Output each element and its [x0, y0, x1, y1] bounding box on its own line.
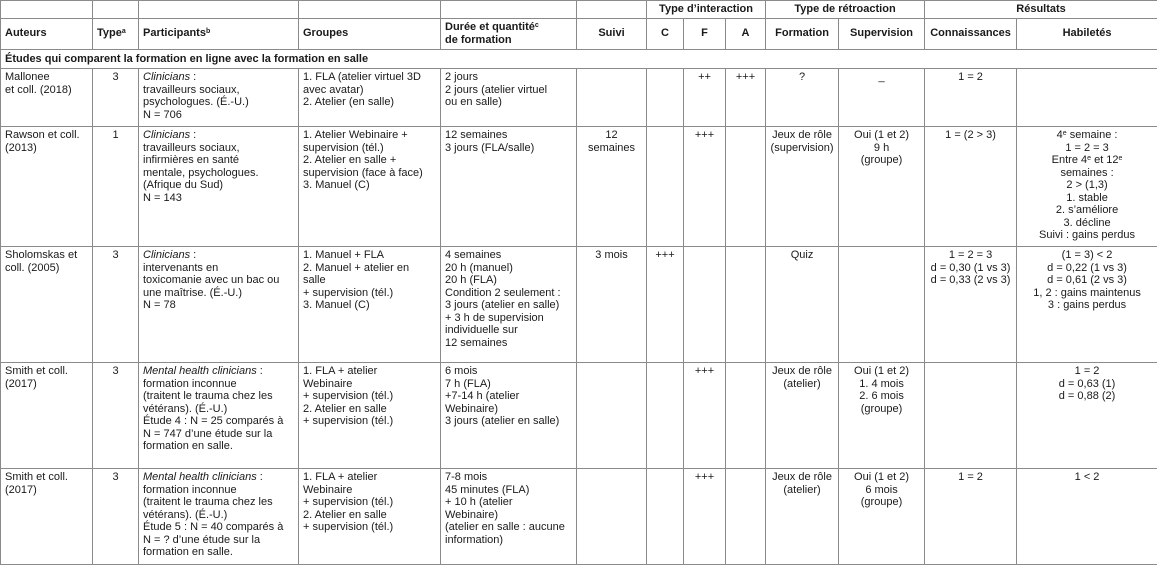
cell-duree-line: 20 h (manuel) [445, 261, 513, 274]
cell-connaissances-line: 1 = (2 > 3) [945, 129, 996, 141]
cell-connaissances [925, 127, 1017, 247]
cell-habiletes-line: Entre 4e et 12e [1051, 154, 1123, 166]
cell-participants-line: Étude 4 : N = 25 comparés à [143, 415, 284, 427]
cell-duree-line: 2 jours [445, 71, 479, 83]
cell-participants-line: toxicomanie avec un bac ou [143, 274, 280, 286]
header-auteurs: Auteurs [1, 18, 93, 49]
cell-suivi [577, 247, 647, 363]
cell-duree-line: 7 h (FLA) [445, 377, 491, 390]
cell-participants-line: Étude 5 : N = 40 comparés à [143, 521, 284, 533]
header-c: C [647, 18, 684, 49]
cell-c [647, 469, 684, 565]
cell-supervision [839, 247, 925, 363]
cell-suivi [577, 69, 647, 127]
cell-habiletes-line: semaines : [1060, 166, 1114, 179]
cell-suivi-line: 12 [605, 129, 618, 141]
cell-participants [139, 69, 299, 127]
cell-duree-line: (atelier en salle : aucune [445, 521, 565, 533]
cell-suivi [577, 127, 647, 247]
cell-habiletes-line: 3. décline [1063, 216, 1111, 229]
cell-participants-line: formation en salle. [143, 440, 233, 452]
cell-groupes [299, 363, 441, 469]
cell-duree-line: + 10 h (atelier [445, 496, 513, 508]
cell-habiletes-line: d = 0,61 (2 vs 3) [1047, 274, 1127, 286]
cell-supervision [839, 363, 925, 469]
cell-f [684, 247, 726, 363]
cell-groupes [299, 469, 441, 565]
cell-groupes [299, 127, 441, 247]
cell-supervision-line: (groupe) [860, 402, 903, 415]
cell-supervision-line: (groupe) [860, 154, 903, 166]
cell-habiletes [1017, 127, 1157, 247]
cell-auteurs-line: (2017) [5, 377, 37, 390]
participants-role: Mental health clinicians : [143, 365, 263, 377]
cell-connaissances [925, 469, 1017, 565]
section-title: Études qui comparent la formation en ligne avec la formation en salle [1, 49, 1157, 69]
cell-participants [139, 469, 299, 565]
cell-participants-line: infirmières en santé [143, 154, 239, 166]
cell-habiletes-line: 1. stable [1066, 191, 1108, 204]
table-row [1, 247, 1157, 363]
section-title-row [1, 49, 1157, 69]
cell-duree-line: 12 semaines [445, 336, 508, 349]
cell-participants [139, 247, 299, 363]
header-connaissances: Connaissances [925, 18, 1017, 49]
header-empty [139, 1, 299, 19]
cell-type: 3 [93, 69, 139, 127]
cell-duree-line: 12 semaines [445, 129, 508, 141]
cell-formation-line: ? [798, 71, 806, 83]
cell-habiletes-line: 1, 2 : gains maintenus [1033, 286, 1141, 299]
cell-groupes-line: Webinaire [303, 483, 353, 496]
cell-duree-line: information) [445, 533, 504, 546]
participants-role: Clinicians : [143, 249, 197, 261]
cell-supervision-line: 6 mois [865, 483, 898, 496]
cell-formation [766, 69, 839, 127]
participants-role: Clinicians : [143, 129, 197, 141]
cell-groupes-line: Webinaire [303, 377, 353, 390]
cell-duree-line: 20 h (FLA) [445, 274, 497, 286]
header-empty [441, 1, 577, 19]
cell-participants-line: formation en salle. [143, 546, 233, 558]
table-row [1, 127, 1157, 247]
cell-duree [441, 469, 577, 565]
cell-groupes-line: 1. FLA + atelier [303, 471, 378, 483]
cell-participants-line: formation inconnue [143, 483, 237, 496]
cell-participants-line: une maîtrise. (É.-U.) [143, 286, 243, 299]
cell-habiletes-line: d = 0,63 (1) [1058, 377, 1116, 390]
cell-a [726, 363, 766, 469]
cell-type: 3 [93, 469, 139, 565]
cell-auteurs-line: Rawson et coll. [5, 129, 80, 141]
cell-auteurs [1, 127, 93, 247]
cell-auteurs-line: Smith et coll. [5, 365, 68, 377]
cell-c: +++ [647, 247, 684, 363]
cell-habiletes-line: 1 < 2 [1074, 471, 1100, 483]
cell-a [726, 127, 766, 247]
cell-groupes-line: + supervision (tél.) [303, 390, 394, 402]
cell-groupes-line: supervision (tél.) [303, 141, 384, 154]
cell-formation [766, 127, 839, 247]
cell-c [647, 363, 684, 469]
cell-formation-line: Jeux de rôle [772, 365, 832, 377]
header-interaction-group: Type d’interaction [647, 1, 766, 19]
cell-duree-line: 45 minutes (FLA) [445, 483, 530, 496]
cell-habiletes [1017, 469, 1157, 565]
cell-duree-line: 7-8 mois [445, 471, 488, 483]
cell-participants-line: N = ? d’une étude sur la [143, 533, 261, 546]
cell-participants-line: psychologues. (É.-U.) [143, 96, 249, 108]
cell-supervision-line: 2. 6 mois [859, 390, 904, 402]
header-type: Type$^a$ [93, 18, 139, 49]
cell-groupes-line: 2. Atelier en salle [303, 508, 387, 521]
table-row [1, 363, 1157, 469]
cell-auteurs [1, 69, 93, 127]
cell-participants-line: travailleurs sociaux, [143, 83, 240, 96]
header-duree: Durée et quantité$^c$ de formation [441, 18, 577, 49]
cell-duree-line: 6 mois [445, 365, 478, 377]
cell-connaissances-line: 1 = 2 [958, 71, 983, 83]
cell-participants-line: vétérans). (É.-U.) [143, 402, 228, 415]
cell-supervision-line: (groupe) [860, 496, 903, 508]
table-row [1, 69, 1157, 127]
header-groupes: Groupes [299, 18, 441, 49]
cell-duree-line: 3 jours (FLA/salle) [445, 141, 535, 154]
cell-habiletes-line: 3 : gains perdus [1047, 299, 1127, 311]
cell-connaissances [925, 363, 1017, 469]
cell-f: +++ [684, 363, 726, 469]
cell-duree-line: +7-14 h (atelier [445, 390, 520, 402]
cell-groupes-line: salle [303, 274, 326, 286]
cell-auteurs-line: coll. (2005) [5, 261, 60, 274]
cell-type: 1 [93, 127, 139, 247]
cell-auteurs-line: Mallonee [5, 71, 50, 83]
header-participants: Participants$^b$ [139, 18, 299, 49]
cell-type: 3 [93, 247, 139, 363]
cell-duree-line: Webinaire) [445, 508, 498, 521]
header-results-group: Résultats [925, 1, 1157, 19]
cell-connaissances-line: 1 = 2 = 3 [948, 249, 993, 261]
participants-role: Clinicians : [143, 71, 197, 83]
cell-habiletes-line: 1 = 2 = 3 [1065, 141, 1109, 154]
cell-duree [441, 363, 577, 469]
cell-connaissances-line: 1 = 2 [958, 471, 983, 483]
header-supervision: Supervision [839, 18, 925, 49]
cell-auteurs-line: Sholomskas et [5, 249, 78, 261]
cell-supervision-line: 1. 4 mois [859, 377, 904, 390]
cell-supervision-line: Oui (1 et 2) [854, 129, 910, 141]
cell-formation-line: (supervision) [770, 141, 834, 154]
header-suivi: Suivi [577, 18, 647, 49]
cell-duree [441, 69, 577, 127]
cell-participants-line: intervenants en [143, 261, 219, 274]
cell-duree-line: 4 semaines [445, 249, 502, 261]
cell-participants-line: travailleurs sociaux, [143, 141, 240, 154]
participants-role: Mental health clinicians : [143, 471, 263, 483]
cell-groupes-line: 2. Atelier (en salle) [303, 96, 395, 108]
cell-supervision-line: _ [878, 71, 885, 83]
table-row [1, 469, 1157, 565]
cell-formation [766, 363, 839, 469]
cell-duree-line: Condition 2 seulement : [445, 286, 561, 299]
cell-suivi-line: 3 mois [595, 249, 628, 261]
cell-connaissances-line: d = 0,30 (1 vs 3) [930, 261, 1011, 274]
header-feedback-group: Type de rétroaction [766, 1, 925, 19]
cell-participants-line: N = 706 [143, 108, 182, 121]
cell-habiletes-line: d = 0,88 (2) [1058, 390, 1116, 402]
cell-habiletes [1017, 363, 1157, 469]
cell-supervision-line: Oui (1 et 2) [854, 471, 910, 483]
cell-participants-line: N = 78 [143, 299, 176, 311]
cell-groupes-line: supervision (face à face) [303, 166, 423, 179]
cell-habiletes-line: 2 > (1,3) [1066, 179, 1108, 191]
header-empty [93, 1, 139, 19]
cell-auteurs-line: Smith et coll. [5, 471, 68, 483]
cell-habiletes-line: 1 = 2 [1074, 365, 1100, 377]
cell-participants-line: formation inconnue [143, 377, 237, 390]
cell-participants-line: (traitent le trauma chez les [143, 390, 273, 402]
cell-habiletes-line: 2. s’améliore [1055, 204, 1119, 216]
cell-groupes-line: 2. Atelier en salle [303, 402, 387, 415]
cell-formation-line: Jeux de rôle [772, 129, 832, 141]
cell-groupes-line: + supervision (tél.) [303, 286, 394, 299]
header-habiletes: Habiletés [1017, 18, 1157, 49]
cell-habiletes-line: d = 0,22 (1 vs 3) [1047, 261, 1127, 274]
header-a: A [726, 18, 766, 49]
cell-duree-line: + 3 h de supervision [445, 311, 544, 324]
cell-a: +++ [726, 69, 766, 127]
cell-groupes-line: 2. Manuel + atelier en [303, 261, 410, 274]
cell-a [726, 247, 766, 363]
cell-c [647, 69, 684, 127]
cell-auteurs [1, 469, 93, 565]
cell-habiletes [1017, 247, 1157, 363]
cell-duree [441, 127, 577, 247]
cell-groupes-line: + supervision (tél.) [303, 415, 394, 427]
cell-duree-line: 2 jours (atelier virtuel [445, 83, 548, 96]
cell-auteurs [1, 363, 93, 469]
cell-groupes-line: 1. Manuel + FLA [303, 249, 385, 261]
header-column-row [1, 18, 1157, 49]
cell-groupes [299, 247, 441, 363]
cell-c [647, 127, 684, 247]
header-formation: Formation [766, 18, 839, 49]
cell-groupes [299, 69, 441, 127]
cell-formation [766, 469, 839, 565]
cell-groupes-line: avec avatar) [303, 83, 364, 96]
cell-duree [441, 247, 577, 363]
header-empty [577, 1, 647, 19]
cell-habiletes-line: 4e semaine : [1056, 129, 1118, 141]
cell-connaissances [925, 69, 1017, 127]
cell-participants-line: (Afrique du Sud) [143, 179, 224, 191]
cell-duree-line: Webinaire) [445, 402, 498, 415]
cell-formation-line: Quiz [790, 249, 814, 261]
cell-groupes-line: + supervision (tél.) [303, 496, 394, 508]
cell-auteurs [1, 247, 93, 363]
cell-connaissances [925, 247, 1017, 363]
header-empty [1, 1, 93, 19]
cell-formation [766, 247, 839, 363]
cell-auteurs-line: et coll. (2018) [5, 83, 72, 96]
cell-supervision [839, 127, 925, 247]
cell-habiletes-line: Suivi : gains perdus [1039, 229, 1136, 241]
cell-connaissances-line: d = 0,33 (2 vs 3) [930, 274, 1011, 286]
cell-duree-line: individuelle sur [445, 324, 518, 336]
cell-formation-line: Jeux de rôle [772, 471, 832, 483]
cell-supervision [839, 69, 925, 127]
cell-type: 3 [93, 363, 139, 469]
cell-a [726, 469, 766, 565]
cell-habiletes-line: (1 = 3) < 2 [1061, 249, 1113, 261]
cell-groupes-line: 2. Atelier en salle + [303, 154, 397, 166]
cell-participants [139, 363, 299, 469]
cell-f: ++ [684, 69, 726, 127]
cell-duree-line: 3 jours (atelier en salle) [445, 415, 560, 427]
cell-participants-line: N = 143 [143, 191, 182, 204]
cell-duree-line: 3 jours (atelier en salle) [445, 299, 560, 311]
cell-groupes-line: + supervision (tél.) [303, 521, 394, 533]
cell-participants-line: (traitent le trauma chez les [143, 496, 273, 508]
cell-auteurs-line: (2017) [5, 483, 37, 496]
header-f: F [684, 18, 726, 49]
header-group-row [1, 1, 1157, 19]
cell-supervision-line: 9 h [873, 141, 890, 154]
cell-f: +++ [684, 127, 726, 247]
cell-groupes-line: 3. Manuel (C) [303, 179, 370, 191]
cell-participants-line: vétérans). (É.-U.) [143, 508, 228, 521]
cell-supervision-line: Oui (1 et 2) [854, 365, 910, 377]
header-empty [299, 1, 441, 19]
cell-suivi [577, 363, 647, 469]
cell-formation-line: (atelier) [783, 377, 821, 390]
cell-habiletes [1017, 69, 1157, 127]
cell-supervision [839, 469, 925, 565]
cell-auteurs-line: (2013) [5, 141, 37, 154]
cell-groupes-line: 3. Manuel (C) [303, 299, 370, 311]
cell-suivi-line: semaines [587, 141, 636, 154]
cell-groupes-line: 1. Atelier Webinaire + [303, 129, 408, 141]
cell-suivi [577, 469, 647, 565]
cell-groupes-line: 1. FLA (atelier virtuel 3D [303, 71, 421, 83]
cell-groupes-line: 1. FLA + atelier [303, 365, 378, 377]
cell-participants-line: mentale, psychologues. [143, 166, 259, 179]
cell-duree-line: ou en salle) [445, 96, 502, 108]
cell-participants-line: N = 747 d’une étude sur la [143, 427, 273, 440]
cell-f: +++ [684, 469, 726, 565]
cell-formation-line: (atelier) [783, 483, 821, 496]
cell-participants [139, 127, 299, 247]
